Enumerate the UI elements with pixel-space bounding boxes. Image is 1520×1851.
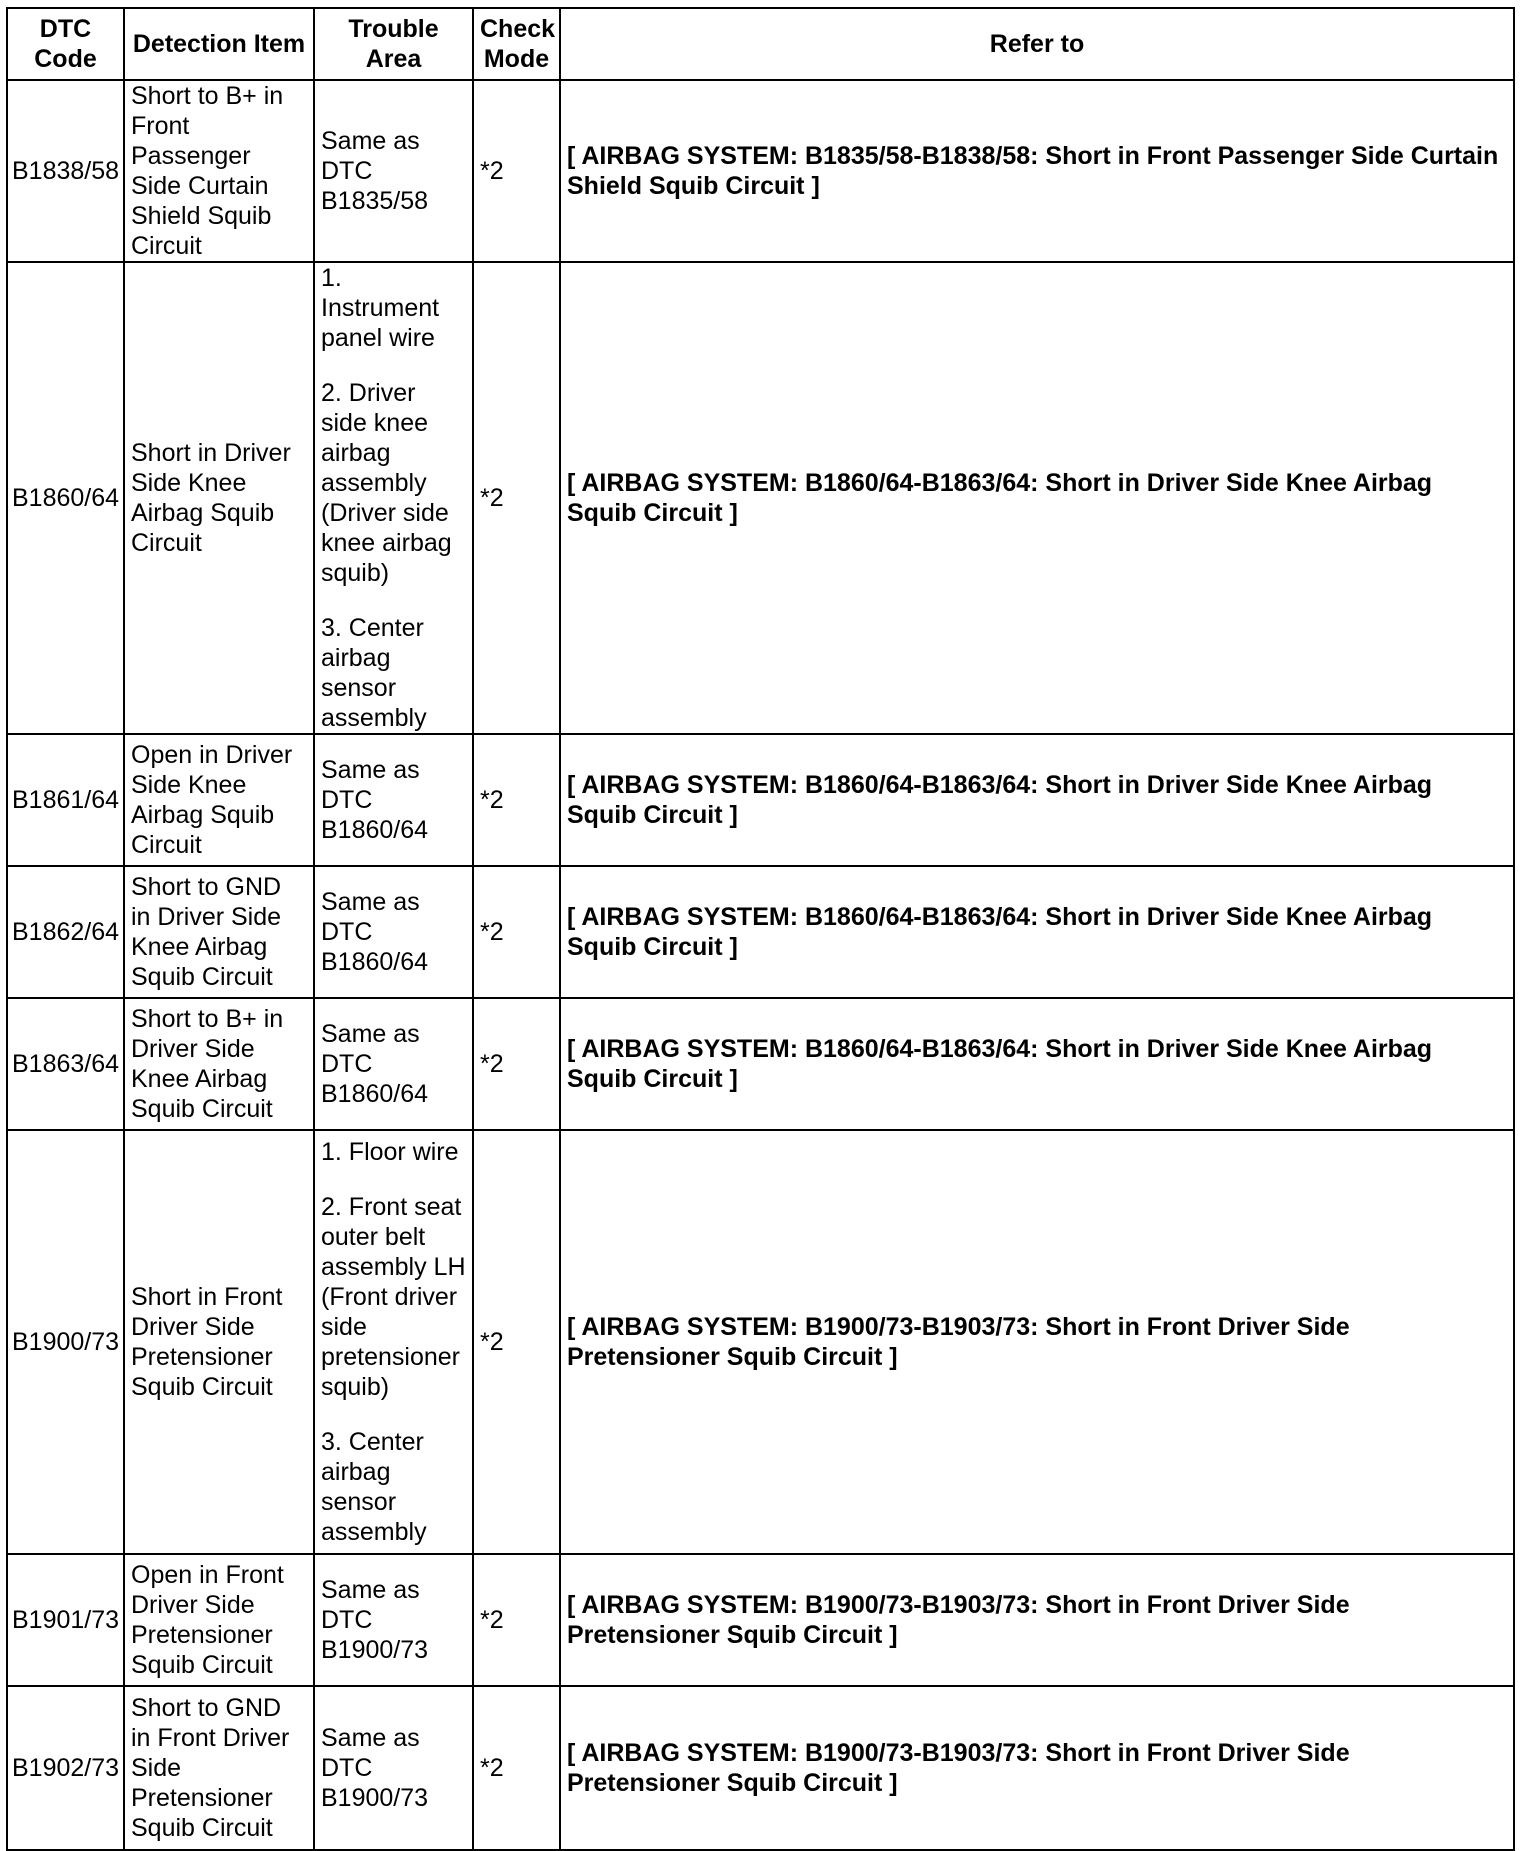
check-mode-cell: *2	[473, 1130, 560, 1554]
refer-to-link: [ AIRBAG SYSTEM: B1900/73-B1903/73: Short in Front Driver Side Pretensioner Squib Circuit ]	[560, 1130, 1514, 1554]
trouble-area-item: Same as DTC B1860/64	[321, 1020, 429, 1108]
check-mode-cell: *2	[473, 998, 560, 1130]
trouble-area-cell	[314, 80, 473, 262]
detection-item-cell: Short in Driver Side Knee Airbag Squib Circuit	[124, 262, 314, 734]
header-refer-to: Refer to	[560, 8, 1514, 80]
detection-item-cell: Open in Driver Side Knee Airbag Squib Circuit	[124, 734, 314, 866]
dtc-code-cell: B1860/64	[7, 262, 124, 734]
dtc-code-cell: B1902/73	[7, 1686, 124, 1850]
detection-item-cell: Open in Front Driver Side Pretensioner Squib Circuit	[124, 1554, 314, 1686]
trouble-area-item: Same as DTC B1860/64	[321, 756, 429, 844]
trouble-area-item: Same as DTC B1900/73	[321, 1576, 429, 1664]
table-row	[7, 1686, 1514, 1850]
detection-item-cell: Short in Front Driver Side Pretensioner Squib Circuit	[124, 1130, 314, 1554]
detection-item-cell: Short to GND in Front Driver Side Pretensioner Squib Circuit	[124, 1686, 314, 1850]
check-mode-cell: *2	[473, 1554, 560, 1686]
refer-to-link: [ AIRBAG SYSTEM: B1900/73-B1903/73: Short in Front Driver Side Pretensioner Squib Circuit ]	[560, 1554, 1514, 1686]
header-dtc-code: DTC Code	[7, 8, 124, 80]
header-trouble-area: Trouble Area	[314, 8, 473, 80]
detection-item-cell: Short to B+ in Driver Side Knee Airbag Squib Circuit	[124, 998, 314, 1130]
table-row	[7, 1554, 1514, 1686]
trouble-area-item: 1. Instrument panel wire	[321, 264, 440, 352]
dtc-code-cell: B1862/64	[7, 866, 124, 998]
check-mode-cell: *2	[473, 734, 560, 866]
refer-to-link: [ AIRBAG SYSTEM: B1860/64-B1863/64: Short in Driver Side Knee Airbag Squib Circuit ]	[560, 262, 1514, 734]
table-row	[7, 1130, 1514, 1554]
trouble-area-item: Same as DTC B1835/58	[321, 127, 429, 215]
dtc-table	[6, 7, 1515, 1851]
check-mode-cell: *2	[473, 866, 560, 998]
trouble-area-cell	[314, 734, 473, 866]
trouble-area-cell	[314, 1686, 473, 1850]
table-row	[7, 262, 1514, 734]
trouble-area-item: 2. Front seat outer belt assembly LH (Front driver side pretensioner squib)	[321, 1193, 466, 1401]
header-row	[7, 8, 1514, 80]
trouble-area-cell	[314, 866, 473, 998]
trouble-area-cell	[314, 998, 473, 1130]
check-mode-cell: *2	[473, 1686, 560, 1850]
table-row	[7, 998, 1514, 1130]
detection-item-cell: Short to B+ in Front Passenger Side Curtain Shield Squib Circuit	[124, 80, 314, 262]
dtc-code-cell: B1838/58	[7, 80, 124, 262]
table-body	[7, 80, 1514, 1850]
refer-to-link: [ AIRBAG SYSTEM: B1835/58-B1838/58: Short in Front Passenger Side Curtain Shield Squib Circuit ]	[560, 80, 1514, 262]
trouble-area-item: 1. Floor wire	[321, 1138, 459, 1166]
dtc-code-cell: B1901/73	[7, 1554, 124, 1686]
table-row	[7, 80, 1514, 262]
dtc-code-cell: B1861/64	[7, 734, 124, 866]
refer-to-link: [ AIRBAG SYSTEM: B1860/64-B1863/64: Short in Driver Side Knee Airbag Squib Circuit ]	[560, 734, 1514, 866]
trouble-area-item: 3. Center airbag sensor assembly	[321, 614, 427, 732]
detection-item-cell: Short to GND in Driver Side Knee Airbag Squib Circuit	[124, 866, 314, 998]
dtc-code-cell: B1863/64	[7, 998, 124, 1130]
check-mode-cell: *2	[473, 80, 560, 262]
table-row	[7, 734, 1514, 866]
dtc-code-cell: B1900/73	[7, 1130, 124, 1554]
trouble-area-item: Same as DTC B1900/73	[321, 1724, 429, 1812]
header-detection-item: Detection Item	[124, 8, 314, 80]
header-check-mode: Check Mode	[473, 8, 560, 80]
check-mode-cell: *2	[473, 262, 560, 734]
trouble-area-item: Same as DTC B1860/64	[321, 888, 429, 976]
trouble-area-cell	[314, 262, 473, 734]
refer-to-link: [ AIRBAG SYSTEM: B1900/73-B1903/73: Short in Front Driver Side Pretensioner Squib Circuit ]	[560, 1686, 1514, 1850]
trouble-area-item: 2. Driver side knee airbag assembly (Driver side knee airbag squib)	[321, 379, 452, 587]
refer-to-link: [ AIRBAG SYSTEM: B1860/64-B1863/64: Short in Driver Side Knee Airbag Squib Circuit ]	[560, 998, 1514, 1130]
refer-to-link: [ AIRBAG SYSTEM: B1860/64-B1863/64: Short in Driver Side Knee Airbag Squib Circuit ]	[560, 866, 1514, 998]
trouble-area-item: 3. Center airbag sensor assembly	[321, 1428, 427, 1546]
trouble-area-cell	[314, 1554, 473, 1686]
table-row	[7, 866, 1514, 998]
trouble-area-cell	[314, 1130, 473, 1554]
